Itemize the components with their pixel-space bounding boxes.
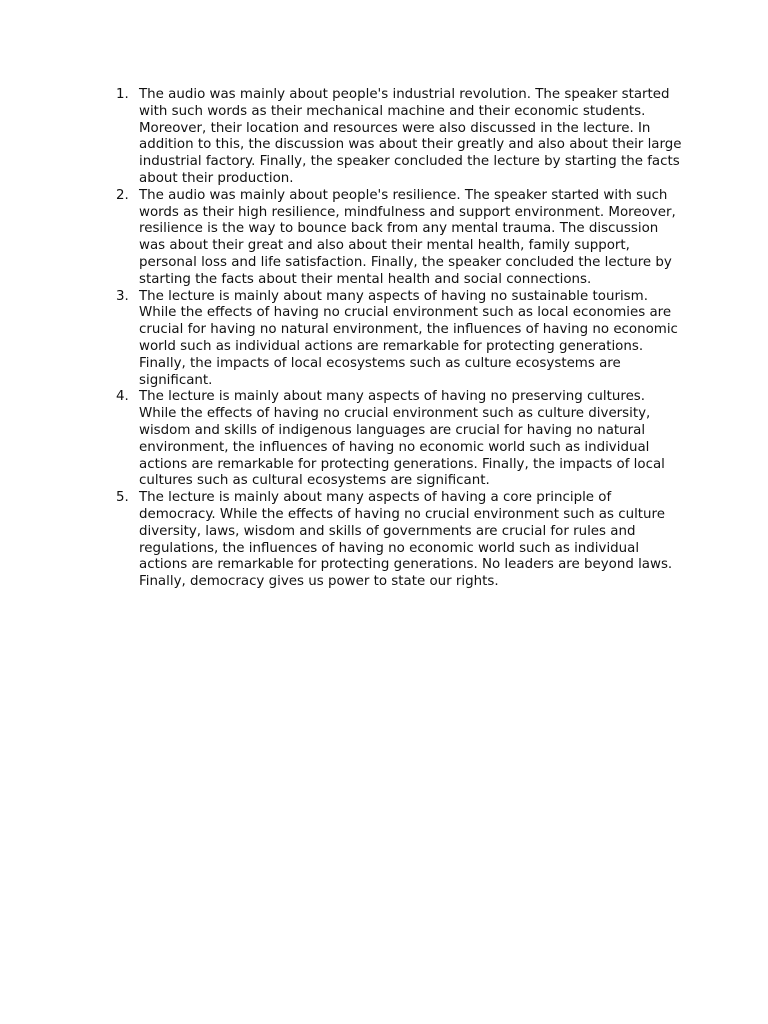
list-item-text: The lecture is mainly about many aspects of having no sustainable tourism. While the effects of having no crucial environment such as local economies are crucial for having no natural environment, the influences of having no economic world such as individual actions are remarkable for protecting generations. Finally, the impacts of local ecosystems such as culture ecosystems are significant. [139,288,678,388]
list-item [112,87,682,188]
list-item-number: 2. [116,187,129,203]
list-item [112,289,682,390]
list-item-number: 3. [116,288,129,304]
list-item-text: The lecture is mainly about many aspects of having a core principle of democracy. While the effects of having no crucial environment such as culture diversity, laws, wisdom and skills of governments are crucial for rules and regulations, the influences of having no economic world such as individual actions are remarkable for protecting generations. No leaders are beyond laws. Finally, democracy gives us power to state our rights. [139,490,673,590]
list-item [112,188,682,289]
list-item-text: The audio was mainly about people's industrial revolution. The speaker started with such words as their mechanical machine and their economic students. Moreover, their location and resources were also discussed in the lecture. In addition to this, the discussion was about their greatly and also about their large industrial factory. Finally, the speaker concluded the lecture by starting the facts about their production. [139,87,682,186]
numbered-list [112,87,682,591]
list-item-text: The audio was mainly about people's resilience. The speaker started with such words as their high resilience, mindfulness and support environment. Moreover, resilience is the way to bounce back from any mental trauma. The discussion was about their great and also about their mental health, family support, personal loss and life satisfaction. Finally, the speaker concluded the lecture by starting the facts about their mental health and social connections. [139,187,676,287]
list-item [112,389,682,490]
list-item-text: The lecture is mainly about many aspects of having no preserving cultures. While the effects of having no crucial environment such as culture diversity, wisdom and skills of indigenous languages are crucial for having no natural environment, the influences of having no economic world such as individual actions are remarkable for protecting generations. Finally, the impacts of local cultures such as cultural ecosystems are significant. [139,389,665,489]
list-item-number: 5. [116,490,129,506]
list-item-number: 1. [116,87,129,102]
list-item-number: 4. [116,389,129,405]
list-item [112,490,682,591]
